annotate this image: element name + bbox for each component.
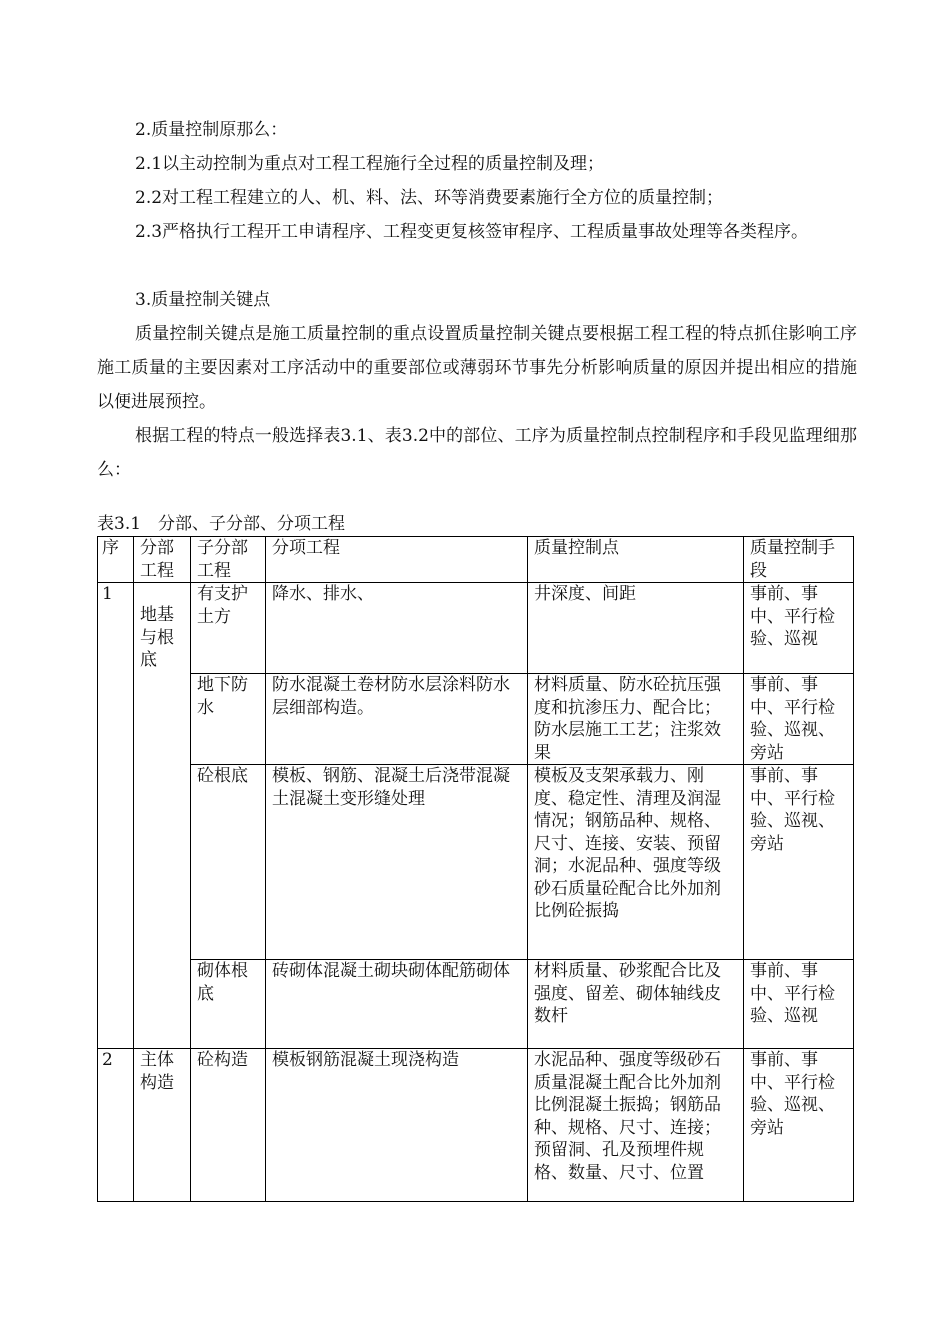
paragraph-key-points-body: 质量控制关键点是施工质量控制的重点设置质量控制关键点要根据工程工程的特点抓住影响工序施工质量的主要因素对工序活动中的重要部位或薄弱环节事先分析影响质量的原因并提出相应的措施以便进展预控。: [97, 324, 857, 412]
cell-control-points: 模板及支架承载力、刚度、稳定性、清理及润湿情况；钢筋品种、规格、尺寸、连接、安装、预留洞；水泥品种、强度等级砂石质量砼配合比外加剂比例砼振捣: [528, 765, 744, 960]
header-control-points: 质量控制点: [528, 537, 744, 583]
paragraph-principle-2-2: 2.2对工程工程建立的人、机、料、法、环等消费要素施行全方位的质量控制；: [135, 188, 724, 208]
header-item: 分项工程: [266, 537, 528, 583]
paragraph-key-points-heading: 3.质量控制关键点: [135, 290, 271, 310]
cell-item: 模板钢筋混凝土现浇构造: [266, 1049, 528, 1202]
division-label: 地基与根底: [140, 605, 174, 670]
cell-control-means: 事前、事中、平行检验、巡视、旁站: [744, 1049, 854, 1202]
cell-control-means: 事前、事中、平行检验、巡视: [744, 583, 854, 674]
cell-item: 模板、钢筋、混凝土后浇带混凝土混凝土变形缝处理: [266, 765, 528, 960]
cell-control-means: 事前、事中、平行检验、巡视、旁站: [744, 674, 854, 765]
header-division: 分部工程: [134, 537, 191, 583]
table-header-row: [98, 537, 854, 583]
table-row: [98, 674, 854, 765]
cell-division: [134, 583, 191, 1049]
cell-control-points: 井深度、间距: [528, 583, 744, 674]
cell-no: 1: [98, 583, 134, 1049]
cell-control-means: 事前、事中、平行检验、巡视、旁站: [744, 765, 854, 960]
cell-control-points: 材料质量、砂浆配合比及强度、留差、砌体轴线皮数杆: [528, 960, 744, 1049]
table-row: [98, 765, 854, 960]
cell-item: 砖砌体混凝土砌块砌体配筋砌体: [266, 960, 528, 1049]
paragraph-quality-principles-heading: 2.质量控制原那么：: [135, 120, 288, 140]
paragraph-selection-note: 根据工程的特点一般选择表3.1、表3.2中的部位、工序为质量控制点控制程序和手段见监理细那么：: [97, 426, 857, 480]
quality-control-table: [97, 536, 854, 1202]
cell-item: 降水、排水、: [266, 583, 528, 674]
cell-subdivision: 砼根底: [191, 765, 266, 960]
cell-subdivision: 地下防水: [191, 674, 266, 765]
header-no: 序: [98, 537, 134, 583]
table-row: [98, 960, 854, 1049]
table-row: [98, 1049, 854, 1202]
cell-subdivision: 砼构造: [191, 1049, 266, 1202]
cell-item: 防水混凝土卷材防水层涂料防水层细部构造。: [266, 674, 528, 765]
cell-division: 主体构造: [134, 1049, 191, 1202]
cell-control-points: 材料质量、防水砼抗压强度和抗渗压力、配合比；防水层施工工艺；注浆效果: [528, 674, 744, 765]
cell-subdivision: 砌体根底: [191, 960, 266, 1049]
cell-control-points: 水泥品种、强度等级砂石质量混凝土配合比外加剂比例混凝土振捣；钢筋品种、规格、尺寸、连接；预留洞、孔及预埋件规格、数量、尺寸、位置: [528, 1049, 744, 1202]
header-control-means: 质量控制手段: [744, 537, 854, 583]
table-caption: 表3.1 分部、子分部、分项工程: [97, 514, 346, 534]
table-row: [98, 583, 854, 674]
cell-control-means: 事前、事中、平行检验、巡视: [744, 960, 854, 1049]
header-subdivision: 子分部工程: [191, 537, 266, 583]
cell-no: 2: [98, 1049, 134, 1202]
paragraph-principle-2-3: 2.3严格执行工程开工申请程序、工程变更复核签审程序、工程质量事故处理等各类程序。: [135, 222, 809, 242]
cell-subdivision: 有支护土方: [191, 583, 266, 674]
paragraph-principle-2-1: 2.1以主动控制为重点对工程工程施行全过程的质量控制及理；: [135, 154, 605, 174]
